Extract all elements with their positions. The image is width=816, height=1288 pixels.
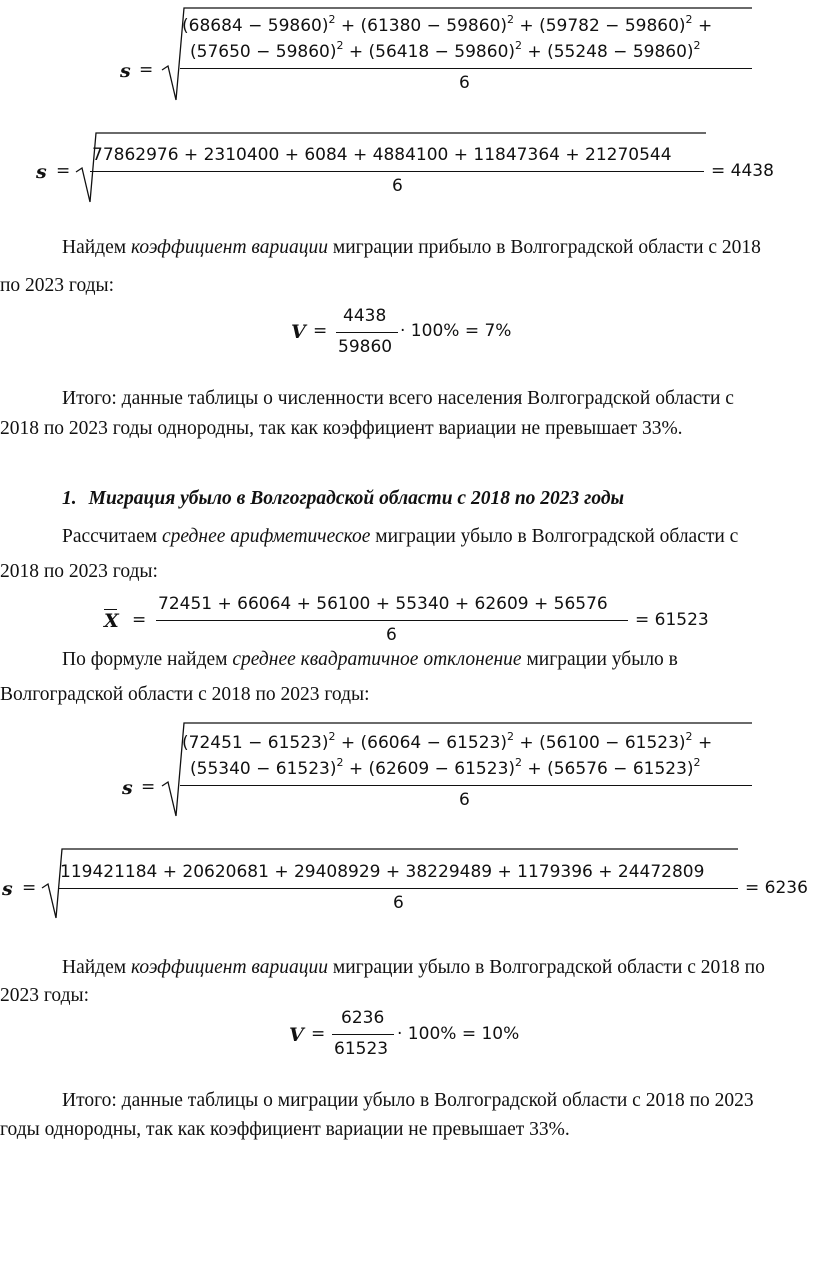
section-heading: 1. Миграция убыло в Волгоградской области с 2018 по 2023 годы: [62, 488, 625, 509]
denominator: 6: [386, 625, 397, 645]
fraction-bar: [180, 785, 752, 786]
var-s: s: [122, 777, 133, 799]
sqrt-icon: [74, 130, 714, 210]
paragraph-stddev-intro-cont: Волгоградской области с 2018 по 2023 годы:: [0, 684, 370, 705]
fraction-bar: [90, 171, 704, 172]
sqrt-icon: [40, 846, 740, 926]
var-s: s: [36, 161, 47, 183]
denominator: 6: [459, 73, 470, 93]
equals-sign: =: [313, 321, 328, 341]
var-s: s: [2, 878, 13, 900]
paragraph-cv-intro: Найдем коэффициент вариации миграции прибыло в Волгоградской области с 2018: [62, 237, 761, 258]
equals-sign: =: [139, 60, 154, 80]
numerator-line2: $(57650 - 59860)^2 + (56418 - 59860)^2 + (55248 - 59860)^2$: [190, 39, 701, 62]
result: = 61523: [635, 610, 709, 630]
denominator: 59860: [338, 337, 393, 357]
fraction-bar: [58, 888, 738, 889]
numerator-line1: $(72451 - 61523)^2 + (66064 - 61523)^2 + (56100 - 61523)^2$ +: [182, 730, 713, 753]
var-x-bar: X: [104, 610, 119, 632]
paragraph-conclusion-departures: Итого: данные таблицы о миграции убыло в Волгоградской области с 2018 по 2023: [62, 1090, 754, 1111]
numerator: 77862976 + 2310400 + 6084 + 4884100 + 11847364 + 21270544: [92, 145, 672, 165]
result: = 6236: [745, 878, 808, 898]
numerator-line1: $(68684 - 59860)^2 + (61380 - 59860)^2 + (59782 - 59860)^2$ +: [182, 13, 713, 36]
var-s: s: [120, 60, 131, 82]
equals-sign: =: [311, 1024, 326, 1044]
paragraph-conclusion-population: Итого: данные таблицы о численности всего населения Волгоградской области с: [62, 388, 734, 409]
denominator: 6: [393, 893, 404, 913]
paragraph-cv-departures-intro-cont: 2023 годы:: [0, 985, 90, 1006]
denominator: 6: [392, 176, 403, 196]
fraction-bar: [180, 68, 752, 69]
numerator-line2: $(55340 - 61523)^2 + (62609 - 61523)^2 + (56576 - 61523)^2$: [190, 756, 701, 779]
equals-sign: =: [22, 878, 37, 898]
numerator: 72451 + 66064 + 56100 + 55340 + 62609 + 56576: [158, 594, 608, 614]
paragraph-mean-intro: Рассчитаем среднее арифметическое миграции убыло в Волгоградской области с: [62, 526, 739, 547]
fraction-bar: [156, 620, 628, 621]
paragraph-conclusion-population-cont: 2018 по 2023 годы однородны, так как коэффициент вариации не превышает 33%.: [0, 418, 683, 439]
fraction-bar: [336, 332, 398, 333]
var-v: V: [291, 321, 306, 343]
paragraph-cv-intro-cont: по 2023 годы:: [0, 275, 115, 296]
var-v: V: [289, 1024, 304, 1046]
fraction-bar: [332, 1034, 394, 1035]
denominator: 61523: [334, 1039, 389, 1059]
equals-sign: =: [56, 161, 71, 181]
paragraph-mean-intro-cont: 2018 по 2023 годы:: [0, 561, 158, 582]
paragraph-cv-departures-intro: Найдем коэффициент вариации миграции убыло в Волгоградской области с 2018 по: [62, 957, 765, 978]
result: = 4438: [711, 161, 774, 181]
paragraph-conclusion-departures-cont: годы однородны, так как коэффициент вариации не превышает 33%.: [0, 1119, 570, 1140]
denominator: 6: [459, 790, 470, 810]
numerator: 4438: [343, 306, 387, 326]
numerator: 119421184 + 20620681 + 29408929 + 38229489 + 1179396 + 24472809: [60, 862, 705, 882]
numerator: 6236: [341, 1008, 385, 1028]
result: · 100% = 7%: [400, 321, 512, 341]
result: · 100% = 10%: [397, 1024, 520, 1044]
equals-sign: =: [132, 610, 147, 630]
paragraph-stddev-intro: По формуле найдем среднее квадратичное отклонение миграции убыло в: [62, 649, 678, 670]
equals-sign: =: [141, 777, 156, 797]
